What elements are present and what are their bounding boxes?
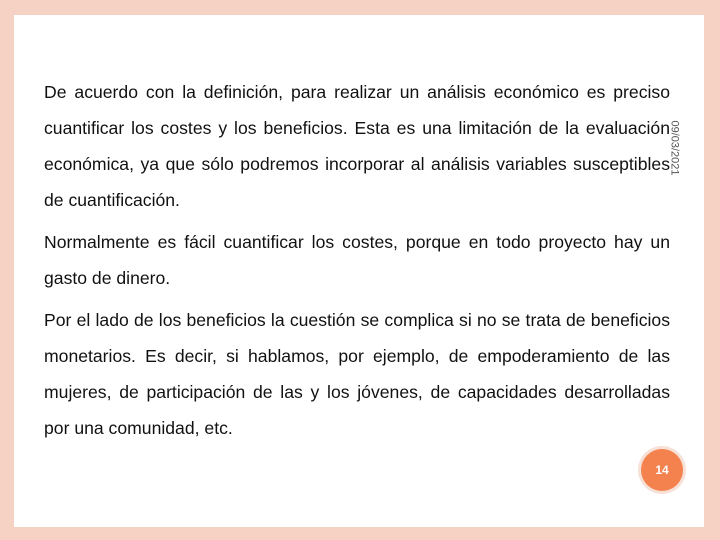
page-number: 14 [655, 463, 669, 477]
paragraph-definition: De acuerdo con la definición, para realizar un análisis económico es preciso cuantificar los costes y los beneficios. Esta es una limitación de la evaluación económica, ya que sólo podremos incorporar al análisis variables susceptibles de cuantificación. [44, 82, 670, 210]
page-number-badge [641, 449, 683, 491]
paragraph-benefits: Por el lado de los beneficios la cuestión se complica si no se trata de beneficios monetarios. Es decir, si hablamos, por ejemplo, de empoderamiento de las mujeres, de participación de las y los jóvenes, de capacidades desarrolladas por una comunidad, etc. [44, 310, 670, 438]
slide-date-text: 09/03/2021 [669, 120, 681, 176]
paragraph-costs: Normalmente es fácil cuantificar los costes, porque en todo proyecto hay un gasto de dinero. [44, 232, 670, 288]
slide-date [666, 112, 684, 184]
